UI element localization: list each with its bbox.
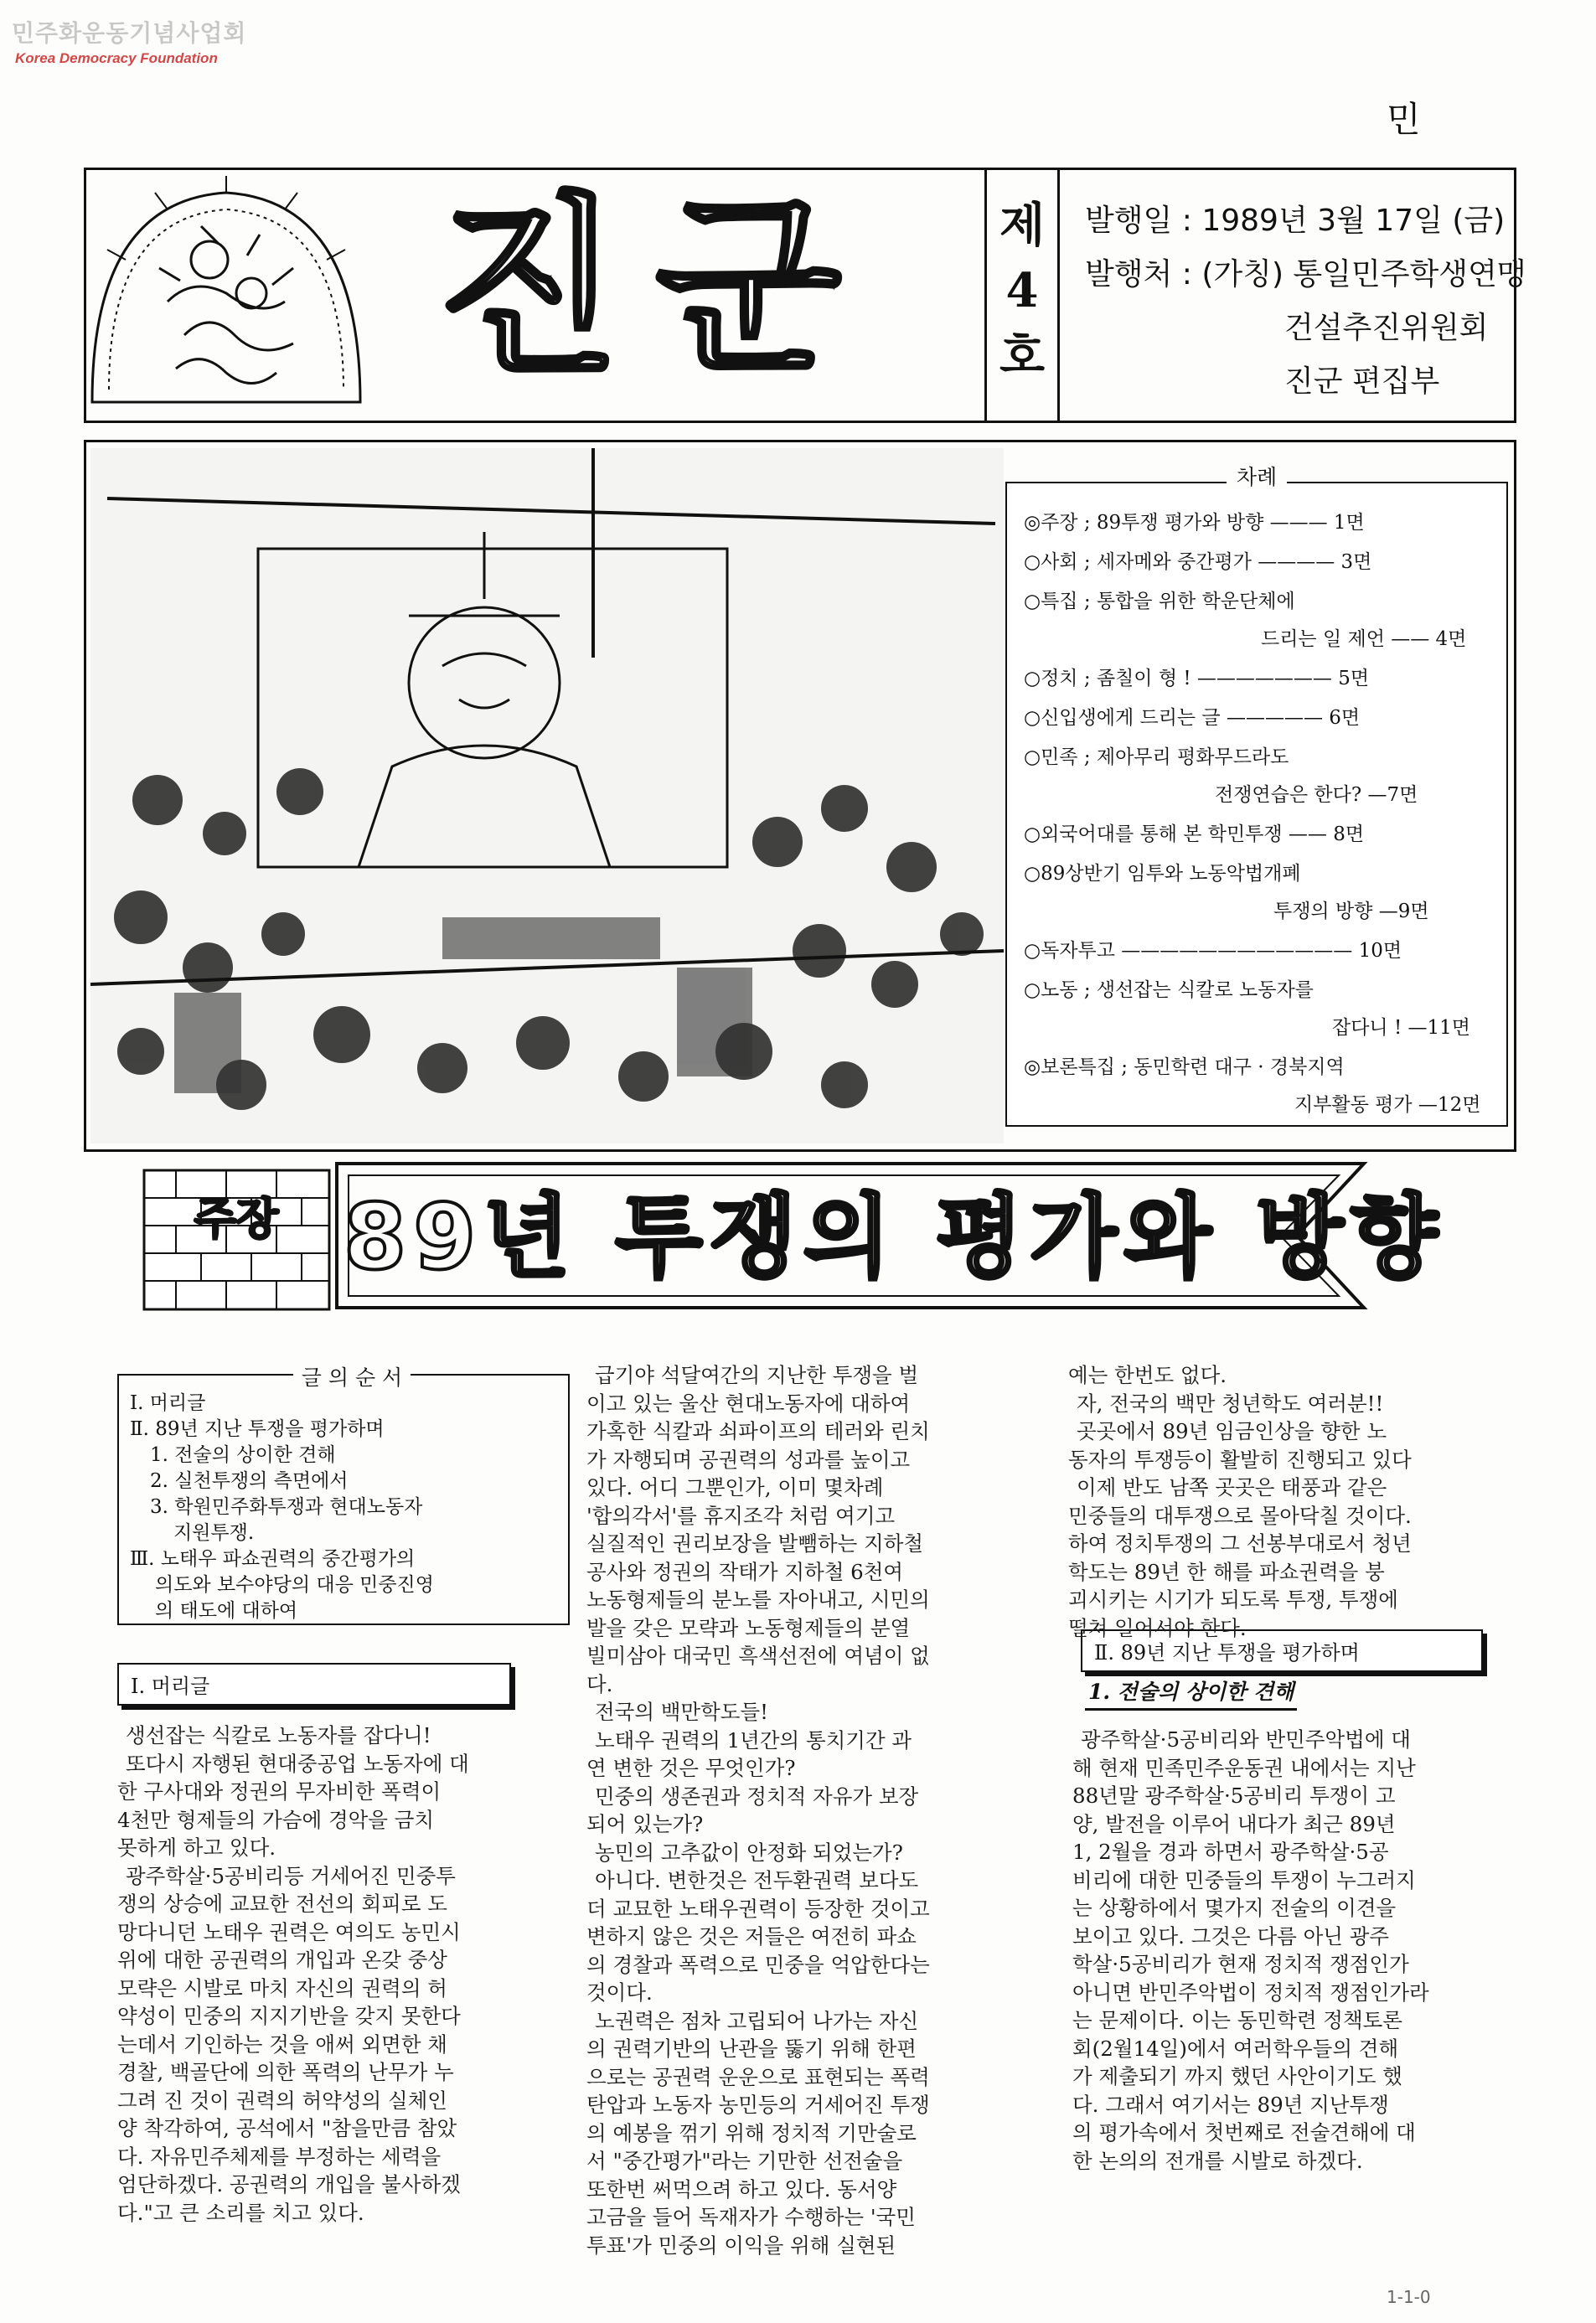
text-line: 동자의 투쟁등이 활발히 진행되고 있다 [1068, 1447, 1412, 1472]
text-line: 노동형제들의 분노를 자아내고, 시민의 [586, 1587, 930, 1612]
toc-item: 드리는 일 제언 —— 4면 [1261, 628, 1467, 650]
outline-item: 2. 실천투쟁의 측면에서 [150, 1470, 349, 1492]
text-line: 는 문제이다. 이는 동민학련 정책토론 [1072, 2008, 1402, 2032]
toc-item: 투쟁의 방향 —9면 [1273, 901, 1429, 922]
text-line: 비리에 대한 민중들의 투쟁이 누그러지 [1072, 1867, 1416, 1892]
text-line: 탄압과 노동자 농민등의 거세어진 투쟁 [586, 2093, 930, 2117]
text-line: 더 교묘한 노태우권력이 등장한 것이고 [586, 1896, 930, 1921]
text-line: 엄단하겠다. 공권력의 개입을 불사하겠 [117, 2172, 461, 2197]
text-line: 또한번 써먹으려 하고 있다. 동서양 [586, 2176, 897, 2202]
toc-item: ○민족 ; 제아무리 평화무드라도 [1024, 746, 1289, 768]
issue-prefix: 제 [999, 198, 1046, 253]
section-heading-evaluation: Ⅱ. 89년 지난 투쟁을 평가하며 [1081, 1629, 1483, 1672]
outline-item: 지원투쟁. [173, 1522, 255, 1544]
text-line: 급기야 석달여간의 지난한 투쟁을 벌 [595, 1363, 919, 1387]
text-line: 망다니던 노태우 권력은 여의도 농민시 [117, 1919, 461, 1944]
text-line: 못하게 하고 있다. [117, 1835, 276, 1860]
text-line: 생선잡는 식칼로 노동자를 잡다니! [126, 1723, 431, 1747]
text-line: 경찰, 백골단에 의한 폭력의 난무가 누 [117, 2060, 454, 2084]
publisher-line: 건설추진위원회 [1284, 311, 1489, 345]
text-line: 보이고 있다. 그것은 다름 아닌 광주 [1072, 1923, 1390, 1949]
text-line: 자, 전국의 백만 청년학도 여러분!! [1077, 1391, 1384, 1416]
toc-item: ○독자투고 ———————————— 10면 [1024, 940, 1402, 962]
outline-item: Ⅱ. 89년 지난 투쟁을 평가하며 [130, 1418, 385, 1440]
text-line: 노권력은 점차 고립되어 나가는 자신 [595, 2008, 919, 2033]
issue-value: 4 [1005, 263, 1039, 318]
foundation-watermark-korean: 민주화운동기념사업회 [12, 19, 247, 47]
text-line: 연 변한 것은 무엇인가? [586, 1756, 796, 1780]
text-line: 떨쳐 일어서야 한다. [1068, 1615, 1247, 1640]
text-line: 한 구사대와 정권의 무자비한 폭력이 [117, 1779, 442, 1804]
text-line: 의 예봉을 꺾기 위해 정치적 기만술로 [586, 2120, 917, 2145]
text-line: 있다. 어디 그뿐인가, 이미 몇차례 [586, 1475, 884, 1500]
text-line: 고금을 들어 독재자가 수행하는 '국민 [586, 2205, 916, 2229]
outline-item: Ⅲ. 노태우 파쇼권력의 중간평가의 [130, 1548, 416, 1570]
text-line: 공사와 정권의 작태가 지하철 6천여 [586, 1559, 904, 1584]
publish-date: 발행일 : 1989년 3월 17일 (금) [1085, 204, 1506, 238]
text-line: 노태우 권력의 1년간의 통치기간 과 [595, 1727, 912, 1753]
article-column-3-top [1068, 1361, 1525, 1642]
text-line: 것이다. [586, 1980, 653, 2005]
article-column-3-bottom [1072, 1726, 1529, 2175]
toc-item: ○사회 ; 세자메와 중간평가 ———— 3면 [1024, 551, 1372, 573]
text-line: 되어 있는가? [586, 1812, 704, 1836]
text-line: 88년말 광주학살·5공비리 투쟁이 고 [1072, 1784, 1396, 1808]
subsection-heading: 1. 전술의 상이한 견해 [1085, 1675, 1297, 1711]
headline-title: 89년 투쟁의 평가와 방향 [343, 1185, 1445, 1290]
text-line: 학도는 89년 한 해를 파쇼권력을 붕 [1068, 1559, 1385, 1584]
text-line: 4천만 형제들의 가슴에 경악을 금치 [117, 1807, 435, 1832]
outline-title: 글 의 순 서 [159, 1361, 545, 1391]
newspaper-title: 진군 [436, 177, 875, 400]
publisher-line: 발행처 : (가칭) 통일민주학생연맹 [1085, 257, 1526, 292]
issue-suffix: 호 [999, 328, 1046, 384]
text-line: 변하지 않은 것은 저들은 여전히 파쇼 [586, 1924, 917, 1949]
text-line: 양, 발전을 이루어 내다가 최근 89년 [1072, 1811, 1396, 1836]
toc-item: ◎주장 ; 89투쟁 평가와 방향 ——— 1면 [1024, 512, 1365, 534]
text-line: 가 자행되며 공권력의 성과를 높이고 [586, 1447, 911, 1472]
text-line: 민중들의 대투쟁으로 몰아닥칠 것이다. [1068, 1503, 1412, 1528]
outline-item: 의 태도에 대하여 [155, 1600, 298, 1622]
toc-item: ○신입생에게 드리는 글 ————— 6면 [1024, 707, 1361, 729]
text-line: 이고 있는 울산 현대노동자에 대하여 [586, 1391, 911, 1416]
toc-item: ◎보론특집 ; 동민학련 대구 · 경북지역 [1024, 1056, 1345, 1078]
editorial-label: 주장 [194, 1195, 279, 1245]
text-line: 투표'가 민중의 이익을 위해 실현된 [586, 2233, 896, 2258]
outline-item: 1. 전술의 상이한 견해 [150, 1444, 336, 1466]
text-line: 학살·5공비리가 현재 정치적 쟁점인가 [1072, 1952, 1409, 1976]
text-line: 한 논의의 전개를 시발로 하겠다. [1072, 2148, 1363, 2173]
outline-item: 의도와 보수야당의 대응 민중진영 [155, 1574, 434, 1596]
toc-item: ○정치 ; 좀칠이 형 ! ——————— 5면 [1024, 668, 1370, 689]
text-line: 그려 진 것이 권력의 허약성의 실체인 [117, 2088, 447, 2113]
text-line: 빌미삼아 대국민 흑색선전에 여념이 없 [586, 1644, 930, 1668]
foundation-watermark-english: Korea Democracy Foundation [15, 50, 218, 66]
outline-item: Ⅰ. 머리글 [130, 1392, 206, 1414]
text-line: 또다시 자행된 현대중공업 노동자에 대 [126, 1751, 469, 1776]
rally-photo [90, 448, 1004, 1143]
text-line: 1, 2월을 경과 하면서 광주학살·5공 [1072, 1840, 1389, 1864]
corner-handwritten-mark: 민 [1387, 99, 1421, 140]
toc-item: ○89상반기 임투와 노동악법개폐 [1024, 863, 1301, 885]
section-heading-intro: Ⅰ. 머리글 [117, 1663, 511, 1706]
text-line: 의 평가속에서 첫번째로 전술견해에 대 [1072, 2120, 1416, 2145]
text-line: 곳곳에서 89년 임금인상을 향한 노 [1077, 1419, 1387, 1443]
toc-title: 차례 [1005, 461, 1508, 491]
text-line: 는데서 기인하는 것을 애써 외면한 채 [117, 2031, 447, 2057]
publisher-line: 진군 편집부 [1284, 364, 1440, 399]
text-line: 회(2월14일)에서 여러학우들의 견해 [1072, 2036, 1399, 2061]
text-line: 해 현재 민족민주운동권 내에서는 지난 [1072, 1755, 1416, 1780]
text-line: 광주학살·5공비리와 반민주악법에 대 [1081, 1727, 1411, 1752]
text-line: 이제 반도 남쪽 곳곳은 태풍과 같은 [1077, 1475, 1387, 1500]
text-line: 전국의 백만학도들! [595, 1700, 768, 1724]
text-line: 의 경찰과 폭력으로 민중을 억압한다는 [586, 1952, 930, 1977]
text-line: 다. 자유민주체제를 부정하는 세력을 [117, 2144, 442, 2169]
text-line: 으로는 공권력 운운으로 표현되는 폭력 [586, 2064, 930, 2089]
emblem-logo [84, 168, 369, 423]
editorial-label-brickwall [142, 1169, 331, 1311]
publication-info [1085, 194, 1526, 409]
text-line: 가 제출되기 까지 했던 사안이기도 했 [1072, 2064, 1402, 2088]
page-footer-mark: 1-1-0 [1387, 2287, 1431, 2307]
toc-item: ○노동 ; 생선잡는 식칼로 노동자를 [1024, 979, 1314, 1001]
text-line: 약성이 민중의 지지기반을 갖지 못한다 [117, 2004, 461, 2028]
toc-item: 잡다니 ! —11면 [1332, 1017, 1471, 1039]
text-line: 의 권력기반의 난관을 뚫기 위해 한편 [586, 2036, 917, 2061]
article-column-2 [586, 1361, 1043, 2259]
text-line: 쟁의 상승에 교묘한 전선의 회피로 도 [117, 1892, 447, 1916]
text-line: 서 "중간평가"라는 기만한 선전술을 [586, 2149, 903, 2173]
text-line: 다. [586, 1671, 613, 1696]
text-line: 광주학살·5공비리등 거세어진 민중투 [126, 1863, 456, 1888]
text-line: 실질적인 권리보장을 발뺌하는 지하철 [586, 1531, 924, 1556]
text-line: 위에 대한 공권력의 개입과 온갖 중상 [117, 1948, 447, 1972]
text-line: '합의각서'를 휴지조각 처럼 여기고 [586, 1503, 896, 1528]
text-line: 농민의 고추값이 안정화 되었는가? [595, 1840, 903, 1865]
text-line: 하여 정치투쟁의 그 선봉부대로서 청년 [1068, 1531, 1412, 1556]
text-line: 민중의 생존권과 정치적 자유가 보장 [595, 1784, 919, 1809]
text-line: 모략은 시발로 마치 자신의 권력의 허 [117, 1975, 447, 2000]
text-line: 다."고 큰 소리를 치고 있다. [117, 2200, 364, 2225]
text-line: 다. 그래서 여기서는 89년 지난투쟁 [1072, 2092, 1389, 2117]
text-line: 가혹한 식칼과 쇠파이프의 테러와 린치 [586, 1419, 930, 1443]
text-line: 괴시키는 시기가 되도록 투쟁, 투쟁에 [1068, 1587, 1398, 1612]
text-line: 아니다. 변한것은 전두환권력 보다도 [595, 1868, 919, 1892]
text-line: 양 착각하여, 공석에서 "참을만큼 참았 [117, 2116, 457, 2140]
issue-number [997, 193, 1047, 389]
toc-item: 지부활동 평가 —12면 [1294, 1094, 1481, 1116]
article-column-1 [117, 1722, 574, 2227]
text-line: 발을 갖은 모략과 노동형제들의 분열 [586, 1615, 911, 1640]
outline-list [130, 1391, 434, 1624]
outline-item: 3. 학원민주화투쟁과 현대노동자 [150, 1496, 423, 1518]
toc-item: ○특집 ; 통합을 위한 학운단체에 [1024, 591, 1295, 612]
text-line: 예는 한번도 없다. [1068, 1363, 1227, 1387]
toc-item: 전쟁연습은 한다? —7면 [1215, 784, 1418, 806]
toc-item: ○외국어대를 통해 본 학민투쟁 —— 8면 [1024, 823, 1365, 845]
text-line: 아니면 반민주악법이 정치적 쟁점인가라 [1072, 1980, 1429, 2005]
text-line: 는 상황하에서 몇가지 전술의 이견을 [1072, 1896, 1397, 1920]
